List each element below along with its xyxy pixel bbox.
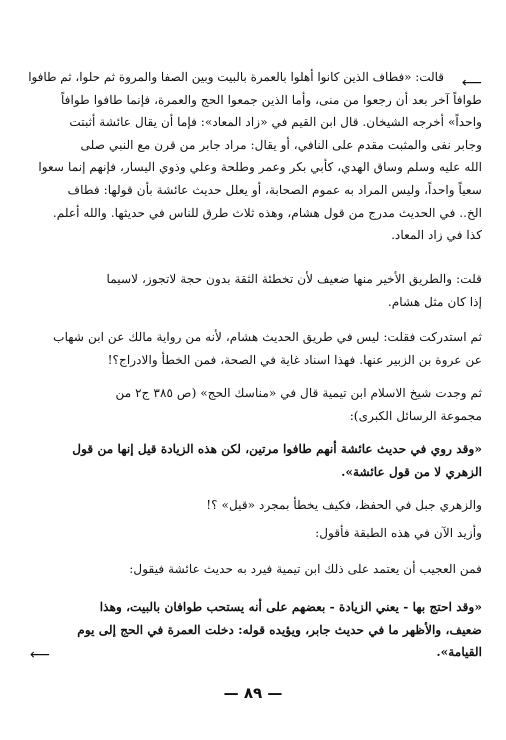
text-line: قلت: والطريق الأخير منها ضعيف لأن تخطئة الثقة بدون حجة لاتجوز، لاسيما xyxy=(106,272,482,286)
text-line: «وقد روي في حديث عائشة أنهم طافوا مرتين، لكن هذه الزيادة قيل إنها من قول xyxy=(72,442,482,456)
end-arrow-icon: ⟵ xyxy=(30,647,51,663)
page-number: — ٨٩ — xyxy=(223,684,283,702)
text-line: ثم وجدت شيخ الاسلام ابن تيمية قال في «مناسك الحج» (ص ٣٨٥ ج٢ من xyxy=(115,386,482,400)
paragraph-weak-path xyxy=(28,268,482,313)
start-arrow-icon: ⟵ xyxy=(461,75,482,91)
text-line: وجابر نفى والمثبت مقدم على النافي، أو يقال: مراد جابر من قرن مع النبي صلى xyxy=(80,137,482,152)
text-line: واحداً» أخرجه الشيخان. قال ابن القيم في «زاد المعاد»: فإما أن يقال عائشة أثبتت xyxy=(69,115,482,130)
paragraph-hadith-aisha-cont xyxy=(28,89,482,247)
text-line: عن عروة بن الزبير عنها. فهذا اسناد غاية في الصحة، فمن الخطأ والادراج؟! xyxy=(107,352,482,367)
paragraph-correction xyxy=(28,326,482,371)
text-line: إذا كان مثل هشام. xyxy=(387,294,482,309)
text-line: كذا في زاد المعاد. xyxy=(391,228,482,243)
paragraph-quote-zuhri xyxy=(28,438,482,483)
text-line: سعياً واحداً، وليس المراد به عموم الصحابة، أو يعلل حديث عائشة بأن قولها: فطاف xyxy=(67,182,482,197)
text-line: وأزيد الآن في هذه الطبقة فأقول: xyxy=(315,526,482,540)
text-line: طوافاً آخر بعد أن رجعوا من منى، وأما الذين جمعوا الحج والعمرة، فإنما طافوا طوافاً xyxy=(60,92,482,107)
text-line: قالت: «فطاف الذين كانوا أهلوا بالعمرة بالبيت وبين الصفا والمروة ثم حلوا، ثم طافوا xyxy=(28,70,444,84)
text-line: مجموعة الرسائل الكبرى): xyxy=(349,408,482,423)
text-line: «وقد احتج بها - يعني الزيادة - بعضهم على أنه يستحب طوافان بالبيت، وهذا xyxy=(99,600,482,614)
text-line: ضعيف، والأظهر ما في حديث جابر، ويؤيده قوله: دخلت العمرة في الحج إلى يوم xyxy=(77,622,482,637)
text-line: الخ.. في الحديث مدرج من قول هشام، وهذه ثلاث طرق للناس في حديثها. والله أعلم. xyxy=(52,205,482,220)
text-line: فمن العجيب أن يعتمد على ذلك ابن تيمية فيرد به حديث عائشة فيقول: xyxy=(129,562,482,576)
text-line: ثم استدركت فقلت: ليس في طريق الحديث هشام، لأنه من رواية مالك عن ابن شهاب xyxy=(53,330,482,344)
paragraph-hadith-aisha xyxy=(28,66,444,89)
text-line: الله عليه وسلم وساق الهدي، كأبي بكر وعمر وطلحة وعلي وذوي اليسار، فإنهم إنما سعوا xyxy=(38,160,482,175)
paragraph-strange xyxy=(28,558,482,581)
text-line: والزهري جبل في الحفظ، فكيف يخطأ بمجرد «قيل» ؟! xyxy=(206,498,482,512)
paragraph-zuhri-memory xyxy=(28,494,482,517)
paragraph-ibn-taymiyyah-ref xyxy=(28,382,482,427)
paragraph-quote-tawaf xyxy=(28,596,482,664)
text-line: الزهري لا من قول عائشة». xyxy=(341,464,482,479)
text-line: القيامة». xyxy=(436,645,482,660)
paragraph-add-now xyxy=(28,522,482,545)
